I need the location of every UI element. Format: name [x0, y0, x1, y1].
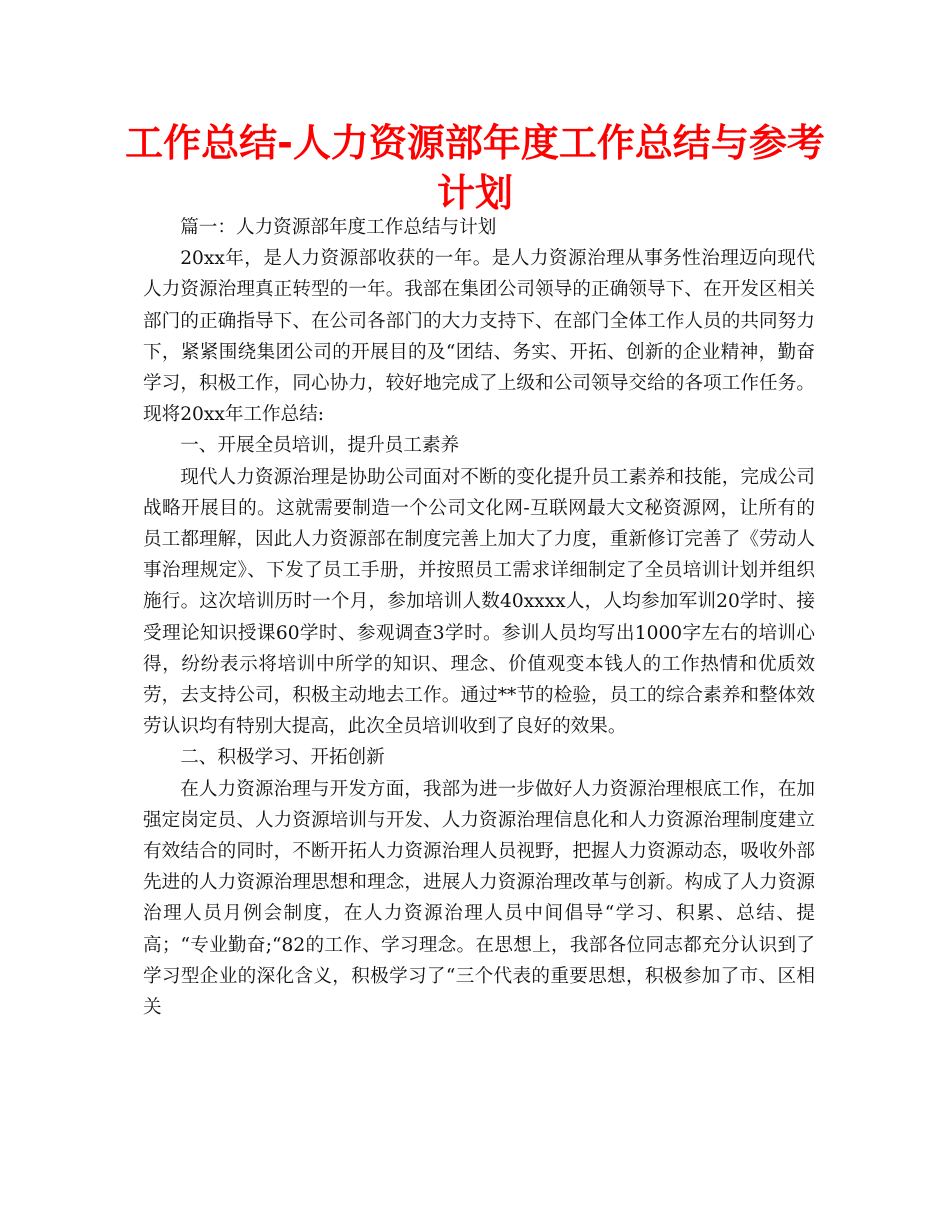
section-subtitle: 篇一：人力资源部年度工作总结与计划 [180, 217, 497, 238]
paragraph: 20xx年，是人力资源部收获的一年。是人力资源治理从事务性治理迈向现代人力资源治理真正转型的一年。我部在集团公司领导的正确领导下、在开发区相关部门的正确指导下、在公司各部门的大力支持下、在部门全体工作人员的共同努力下，紧紧围绕集团公司的开展目的及“团结、务实、开拓、创新的企业精神，勤奋学习，积极工作，同心协力，较好地完成了上级和公司领导交给的各项工作任务。现将20xx年工作总结: [143, 248, 815, 426]
section-heading: 一、开展全员培训，提升员工素养 [180, 435, 460, 457]
section-heading: 二、积极学习、开拓创新 [180, 747, 385, 769]
paragraph: 现代人力资源治理是协助公司面对不断的变化提升员工素养和技能，完成公司战略开展目的。这就需要制造一个公司文化网-互联网最大文秘资源网，让所有的员工都理解，因此人力资源部在制度完善上加大了力度，重新修订完善了《劳动人事治理规定》、下发了员工手册，并按照员工需求详细制定了全员培训计划并组织施行。这次培训历时一个月，参加培训人数40xxxx人，人均参加军训20学时、接受理论知识授课60学时、参观调查3学时。参训人员均写出1000字左右的培训心得，纷纷表示将培训中所学的知识、理念、价值观变本钱人的工作热情和优质效劳，去支持公司，积极主动地去工作。通过**节的检验，员工的综合素养和整体效劳认识均有特别大提高，此次全员培训收到了良好的效果。 [143, 466, 815, 738]
paragraph: 在人力资源治理与开发方面，我部为进一步做好人力资源治理根底工作，在加强定岗定员、人力资源培训与开发、人力资源治理信息化和人力资源治理制度建立有效结合的同时，不断开拓人力资源治理人员视野，把握人力资源动态，吸收外部先进的人力资源治理思想和理念，进展人力资源治理改革与创新。构成了人力资源治理人员月例会制度，在人力资源治理人员中间倡导“学习、积累、总结、提高；“专业勤奋;“82的工作、学习理念。在思想上，我部各位同志都充分认识到了学习型企业的深化含义，积极学习了“三个代表的重要思想，积极参加了市、区相关 [143, 778, 815, 1019]
document-title: 工作总结-人力资源部年度工作总结与参考计划 [125, 121, 825, 215]
document-body [143, 212, 815, 1023]
